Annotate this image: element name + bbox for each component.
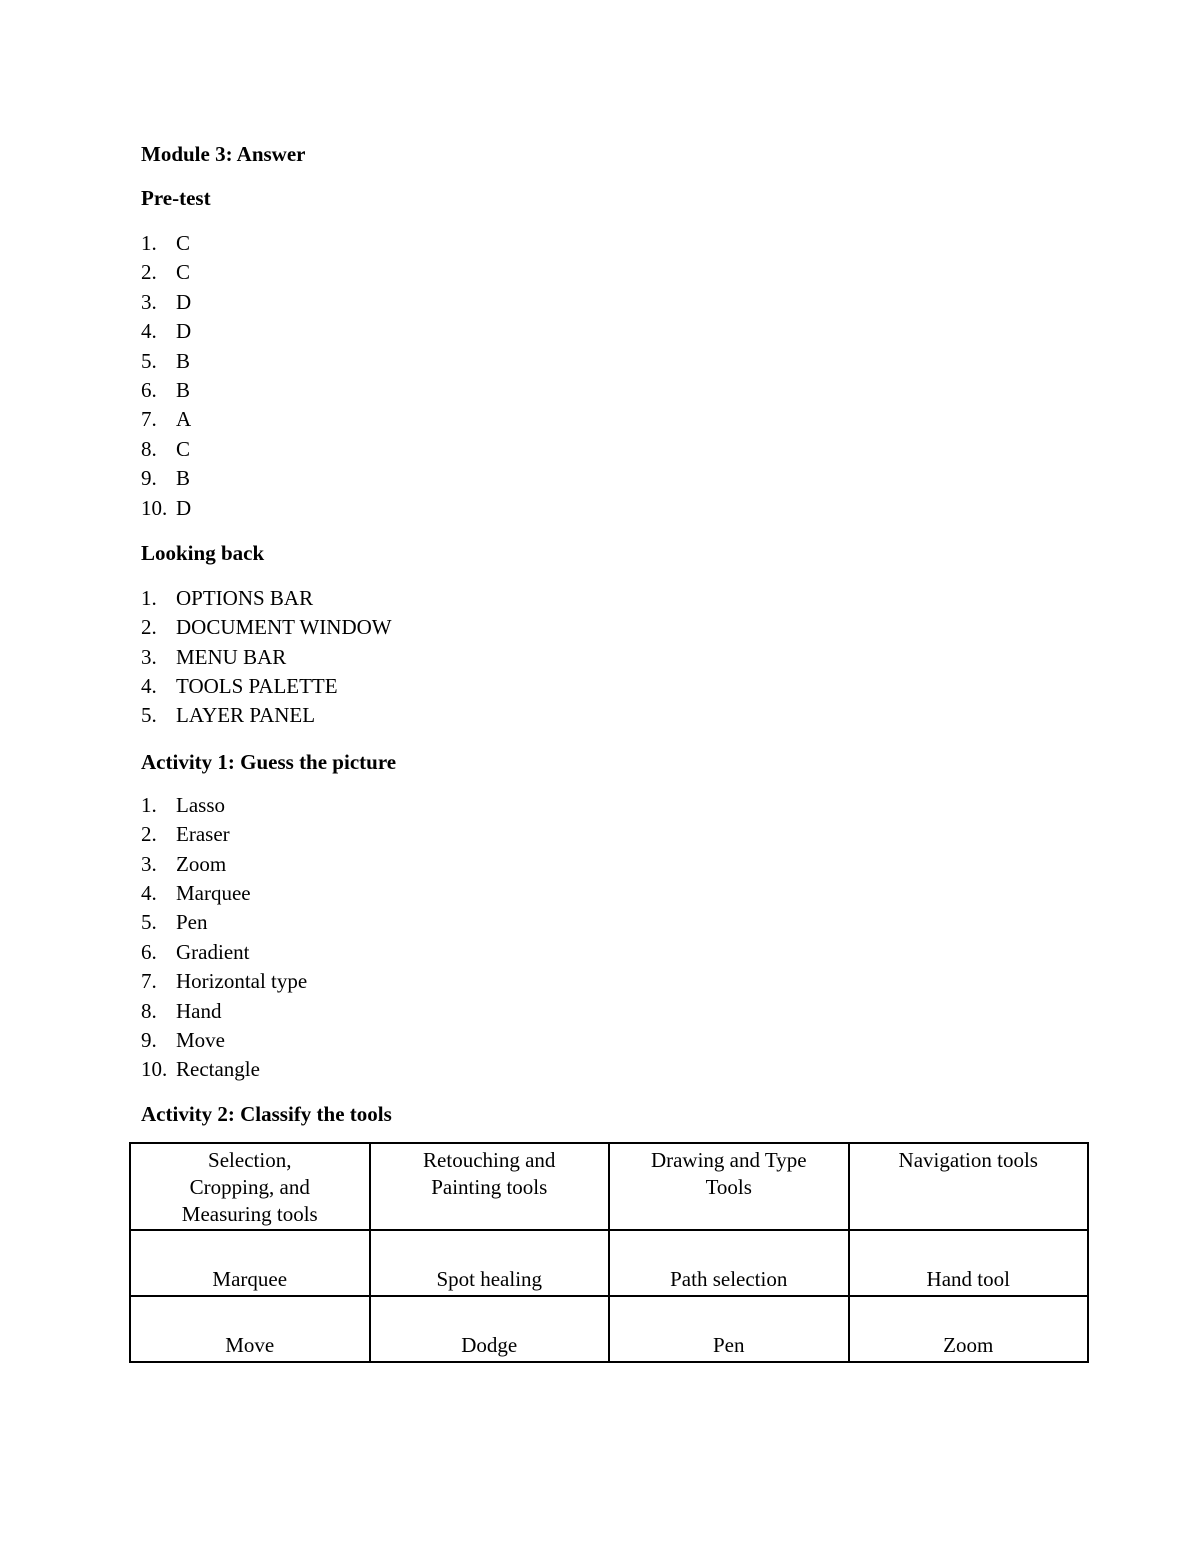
table-cell: Move [130,1296,370,1362]
list-item-number: 5. [141,348,157,373]
list-item [141,613,1089,642]
list-item-number: 10. [141,1057,168,1082]
looking-back-list [141,584,1089,731]
list-item-number: 8. [141,436,157,461]
pretest-title: Pre-test [141,186,211,210]
document-page [141,140,1089,1129]
table-cell: Hand tool [849,1230,1089,1296]
list-item-answer: D [176,289,192,314]
list-item-answer: Pen [176,910,208,935]
table-header-cell: Selection, Cropping, and Measuring tools [130,1143,370,1230]
list-item-number: 1. [141,585,157,610]
list-item-number: 4. [141,881,157,906]
list-item [141,879,1089,908]
list-item-answer: DOCUMENT WINDOW [176,615,392,640]
list-item-answer: B [176,377,191,402]
list-item-number: 2. [141,615,157,640]
table-row [130,1230,1088,1296]
list-item [141,288,1089,317]
list-item [141,967,1089,996]
list-item-number: 1. [141,792,157,817]
list-item-answer: Move [176,1027,225,1052]
table-cell: Dodge [370,1296,610,1362]
table-cell: Zoom [849,1296,1089,1362]
list-item-number: 3. [141,644,157,669]
list-item [141,435,1089,464]
list-item-number: 1. [141,231,157,255]
list-item-number: 5. [141,910,157,935]
list-item-number: 9. [141,1027,157,1052]
table-header-cell: Drawing and Type Tools [609,1143,849,1230]
list-item-number: 4. [141,674,157,699]
list-item [141,938,1089,967]
activity1-title: Activity 1: Guess the picture [141,749,397,774]
list-item [141,347,1089,376]
list-item-number: 3. [141,289,157,314]
list-item-number: 3. [141,851,157,876]
list-item [141,405,1089,434]
list-item-answer: Eraser [176,822,230,847]
list-item [141,672,1089,701]
table-header-cell: Navigation tools [849,1143,1089,1230]
list-item-number: 2. [141,822,157,847]
activity1-list [141,791,1089,1085]
list-item [141,820,1089,849]
list-item [141,1055,1089,1084]
list-item-number: 9. [141,466,157,491]
list-item-answer: Rectangle [176,1057,260,1082]
list-item-answer: TOOLS PALETTE [176,674,338,699]
table-cell: Path selection [609,1230,849,1296]
list-item [141,997,1089,1026]
list-item-number: 6. [141,939,157,964]
list-item [141,1026,1089,1055]
list-item-answer: C [176,436,191,461]
list-item-number: 10. [141,495,168,520]
looking-back-title: Looking back [141,540,265,565]
list-item-number: 7. [141,969,157,994]
table-header-cell: Retouching and Painting tools [370,1143,610,1230]
list-item-answer: D [176,495,192,520]
list-item-answer: B [176,348,191,373]
list-item [141,376,1089,405]
list-item [141,494,1089,523]
list-item-number: 5. [141,703,157,728]
list-item-answer: Lasso [176,792,225,817]
pretest-list [141,229,1089,523]
module-title: Module 3: Answer [141,142,306,166]
list-item [141,258,1089,287]
list-item-number: 7. [141,407,157,432]
list-item-answer: MENU BAR [176,644,287,669]
list-item [141,229,1089,258]
table-header-row [130,1143,1088,1230]
list-item-number: 2. [141,260,157,285]
list-item-number: 8. [141,998,157,1023]
list-item-answer: Horizontal type [176,969,308,994]
list-item [141,791,1089,820]
list-item [141,850,1089,879]
list-item-answer: A [176,407,192,432]
list-item-answer: LAYER PANEL [176,703,316,728]
list-item-answer: OPTIONS BAR [176,585,314,610]
classify-tools-table-wrapper [129,1142,1089,1363]
list-item-answer: B [176,466,191,491]
list-item-answer: D [176,319,192,344]
table-cell: Pen [609,1296,849,1362]
list-item [141,584,1089,613]
list-item [141,643,1089,672]
activity2-title: Activity 2: Classify the tools [141,1101,392,1126]
list-item-answer: Gradient [176,939,250,964]
list-item [141,317,1089,346]
list-item [141,701,1089,730]
table-row [130,1296,1088,1362]
list-item-answer: C [176,231,191,255]
classify-tools-table [129,1142,1089,1363]
list-item [141,908,1089,937]
list-item-number: 4. [141,319,157,344]
list-item-number: 6. [141,377,157,402]
table-cell: Marquee [130,1230,370,1296]
table-cell: Spot healing [370,1230,610,1296]
list-item-answer: Hand [176,998,222,1023]
list-item-answer: Zoom [176,851,227,876]
list-item-answer: Marquee [176,881,251,906]
list-item-answer: C [176,260,191,285]
list-item [141,464,1089,493]
